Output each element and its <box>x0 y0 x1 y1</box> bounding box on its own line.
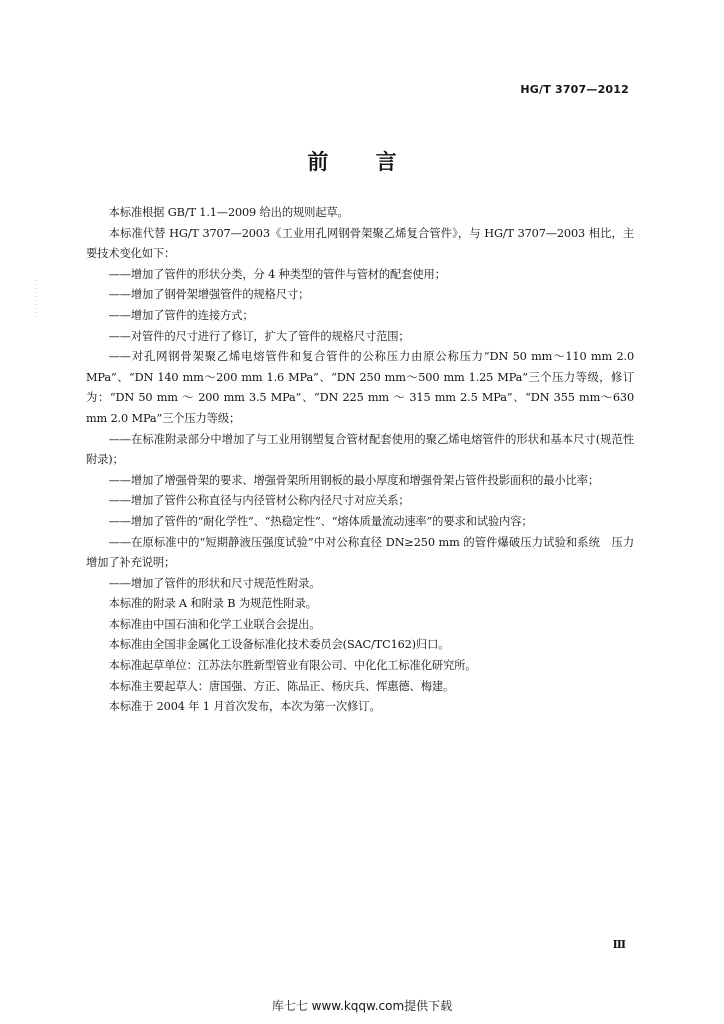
page-number: Ⅲ <box>612 938 626 951</box>
scan-artifact <box>34 280 37 320</box>
paragraph: 本标准主要起草人：唐国强、方正、陈品正、杨庆兵、恽惠德、梅建。 <box>108 679 455 693</box>
change-item: ——增加了增强骨架的要求、增强骨架所用钢板的最小厚度和增强骨架占管件投影面积的最小比率； <box>108 473 600 487</box>
paragraph: 本标准根据 GB/T 1.1—2009 给出的规则起草。 <box>108 206 349 219</box>
change-item: ——增加了管件的“耐化学性”、“热稳定性”、“熔体质量流动速率”的要求和试验内容； <box>108 514 533 528</box>
paragraph: 本标准的附录 A 和附录 B 为规范性附录。 <box>108 597 317 611</box>
change-item: ——增加了管件的连接方式； <box>108 308 254 322</box>
change-item: ——在标准附录部分中增加了与工业用钢塑复合管材配套使用的聚乙烯电熔管件的形状和基本尺寸(规范性附录)； <box>86 432 634 467</box>
foreword-body <box>86 203 634 718</box>
paragraph: 本标准起草单位：江苏法尔胜新型管业有限公司、中化化工标准化研究所。 <box>108 659 477 673</box>
change-item: ——对孔网钢骨架聚乙烯电熔管件和复合管件的公称压力由原公称压力“DN 50 mm～110 mm 2.0 MPa”、“DN 140 mm～200 mm 1.6 MPa”、“DN 250 mm～500 mm 1.25 MPa”三个压力等级，修订为：“DN 50 mm ～ 200 mm 3.5 MPa”、“DN 225 mm ～ 315 mm 2.5 MPa”、“DN 355 mm～630 mm 2.0 MPa”三个压力等级； <box>86 350 634 425</box>
change-item: ——增加了钢骨架增强管件的规格尺寸； <box>108 288 310 302</box>
change-item: ——增加了管件的形状分类，分 4 种类型的管件与管材的配套使用； <box>108 267 446 281</box>
change-item: ——增加了管件的形状和尺寸规范性附录。 <box>108 576 321 590</box>
change-item: ——在原标准中的“短期静液压强度试验”中对公称直径 DN≥250 mm 的管件爆破压力试验和系统 压力增加了补充说明； <box>86 535 634 570</box>
page-title: 前 言 <box>307 150 417 174</box>
change-item: ——增加了管件公称直径与内径管材公称内径尺寸对应关系； <box>108 494 410 508</box>
paragraph: 本标准于 2004 年 1 月首次发布，本次为第一次修订。 <box>108 700 381 714</box>
paragraph: 本标准由中国石油和化学工业联合会提出。 <box>108 617 321 631</box>
paragraph: 本标准代替 HG/T 3707—2003《工业用孔网钢骨架聚乙烯复合管件》，与 HG/T 3707—2003 相比，主要技术变化如下： <box>86 226 634 261</box>
paragraph: 本标准由全国非金属化工设备标准化技术委员会(SAC/TC162)归口。 <box>108 638 450 652</box>
download-footer: 库七七 www.kqqw.com提供下载 <box>271 999 453 1013</box>
change-item: ——对管件的尺寸进行了修订，扩大了管件的规格尺寸范围； <box>108 329 410 343</box>
standard-code: HG/T 3707—2012 <box>520 83 629 96</box>
